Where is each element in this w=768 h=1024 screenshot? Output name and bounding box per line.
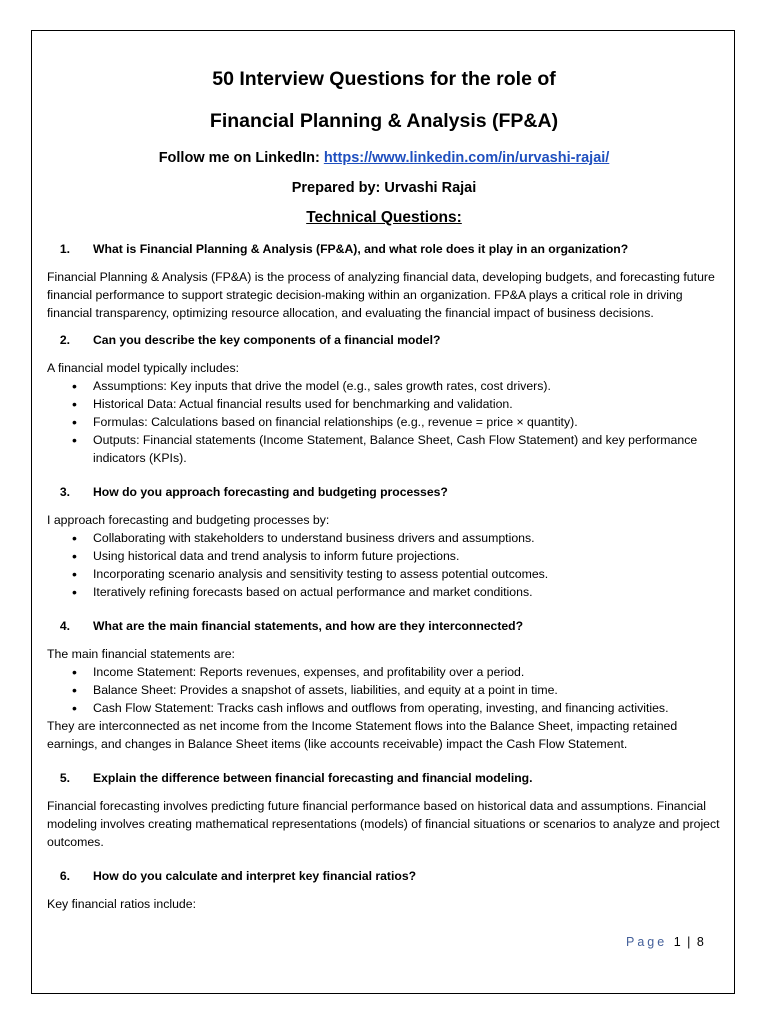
question-number: 1. bbox=[59, 242, 70, 256]
list-item: • Income Statement: Reports revenues, expenses, and profitability over a period. bbox=[47, 663, 721, 681]
question-text: How do you approach forecasting and budgeting processes? bbox=[93, 485, 448, 499]
question-heading bbox=[47, 331, 721, 349]
title-line-2: Financial Planning & Analysis (FP&A) bbox=[209, 110, 559, 132]
list-item: • Collaborating with stakeholders to understand business drivers and assumptions. bbox=[47, 529, 721, 547]
list-item: • Cash Flow Statement: Tracks cash inflows and outflows from operating, investing, and financing activities. bbox=[47, 699, 721, 717]
section-title: Technical Questions: bbox=[306, 209, 462, 226]
current-page: 1 bbox=[673, 935, 681, 949]
list-item: • Iteratively refining forecasts based on actual performance and market conditions. bbox=[47, 583, 721, 601]
question-heading bbox=[47, 867, 721, 885]
question-text: How do you calculate and interpret key financial ratios? bbox=[93, 869, 417, 883]
question-number: 2. bbox=[59, 333, 70, 347]
question-text: What is Financial Planning & Analysis (FP&A), and what role does it play in an organization? bbox=[93, 242, 629, 256]
total-pages: 8 bbox=[696, 935, 704, 949]
page-separator: | bbox=[687, 935, 691, 949]
list-item: • Balance Sheet: Provides a snapshot of assets, liabilities, and equity at a point in time. bbox=[47, 681, 721, 699]
bullet-list bbox=[47, 663, 721, 717]
bullet-list bbox=[47, 377, 721, 467]
question-text: Explain the difference between financial forecasting and financial modeling. bbox=[93, 771, 533, 785]
page-label: Page bbox=[626, 935, 668, 949]
list-item: • Outputs: Financial statements (Income Statement, Balance Sheet, Cash Flow Statement) and key performance indicators (KPIs). bbox=[47, 431, 721, 467]
list-item: • Historical Data: Actual financial results used for benchmarking and validation. bbox=[47, 395, 721, 413]
title-line-1: 50 Interview Questions for the role of bbox=[212, 68, 556, 90]
follow-label: Follow me on LinkedIn: bbox=[158, 150, 324, 166]
prepared-by: Prepared by: Urvashi Rajai bbox=[291, 180, 477, 196]
answer-outro: They are interconnected as net income from the Income Statement flows into the Balance Sheet, impacting retained earnings, and changes in Balance Sheet items (like accounts receivable) impact the Cash Flow Statement. bbox=[47, 719, 678, 751]
list-item: • Assumptions: Key inputs that drive the model (e.g., sales growth rates, cost drivers). bbox=[47, 377, 721, 395]
question-heading bbox=[47, 617, 721, 635]
answer-intro: The main financial statements are: bbox=[47, 647, 235, 661]
list-item: • Using historical data and trend analysis to inform future projections. bbox=[47, 547, 721, 565]
question-text: What are the main financial statements, and how are they interconnected? bbox=[93, 619, 524, 633]
bullet-list bbox=[47, 529, 721, 601]
question-number: 6. bbox=[59, 869, 70, 883]
list-item: • Formulas: Calculations based on financial relationships (e.g., revenue = price × quantity). bbox=[47, 413, 721, 431]
list-item: • Incorporating scenario analysis and sensitivity testing to assess potential outcomes. bbox=[47, 565, 721, 583]
question-heading bbox=[47, 769, 721, 787]
answer-paragraph: Financial Planning & Analysis (FP&A) is the process of analyzing financial data, developing budgets, and forecasting future financial performance to support strategic decision-making within an organization. FP&A plays a critical role in driving financial transparency, optimizing resource allocation, and evaluating the financial impact of business decisions. bbox=[47, 270, 715, 320]
document-body bbox=[47, 58, 721, 913]
question-text: Can you describe the key components of a financial model? bbox=[93, 333, 441, 347]
question-number: 3. bbox=[59, 485, 70, 499]
question-number: 4. bbox=[59, 619, 70, 633]
answer-paragraph: Financial forecasting involves predicting future financial performance based on historical data and assumptions. Financial modeling involves creating mathematical representations (models) of financial situations or scenarios to analyze and project outcomes. bbox=[47, 799, 720, 849]
answer-intro: Key financial ratios include: bbox=[47, 897, 197, 911]
question-heading bbox=[47, 483, 721, 501]
answer-intro: I approach forecasting and budgeting processes by: bbox=[47, 513, 330, 527]
page-footer bbox=[626, 935, 704, 949]
question-heading bbox=[47, 240, 721, 258]
linkedin-link[interactable]: https://www.linkedin.com/in/urvashi-rajai/ bbox=[323, 150, 610, 166]
answer-intro: A financial model typically includes: bbox=[47, 361, 240, 375]
question-number: 5. bbox=[59, 771, 70, 785]
follow-line bbox=[47, 148, 721, 168]
